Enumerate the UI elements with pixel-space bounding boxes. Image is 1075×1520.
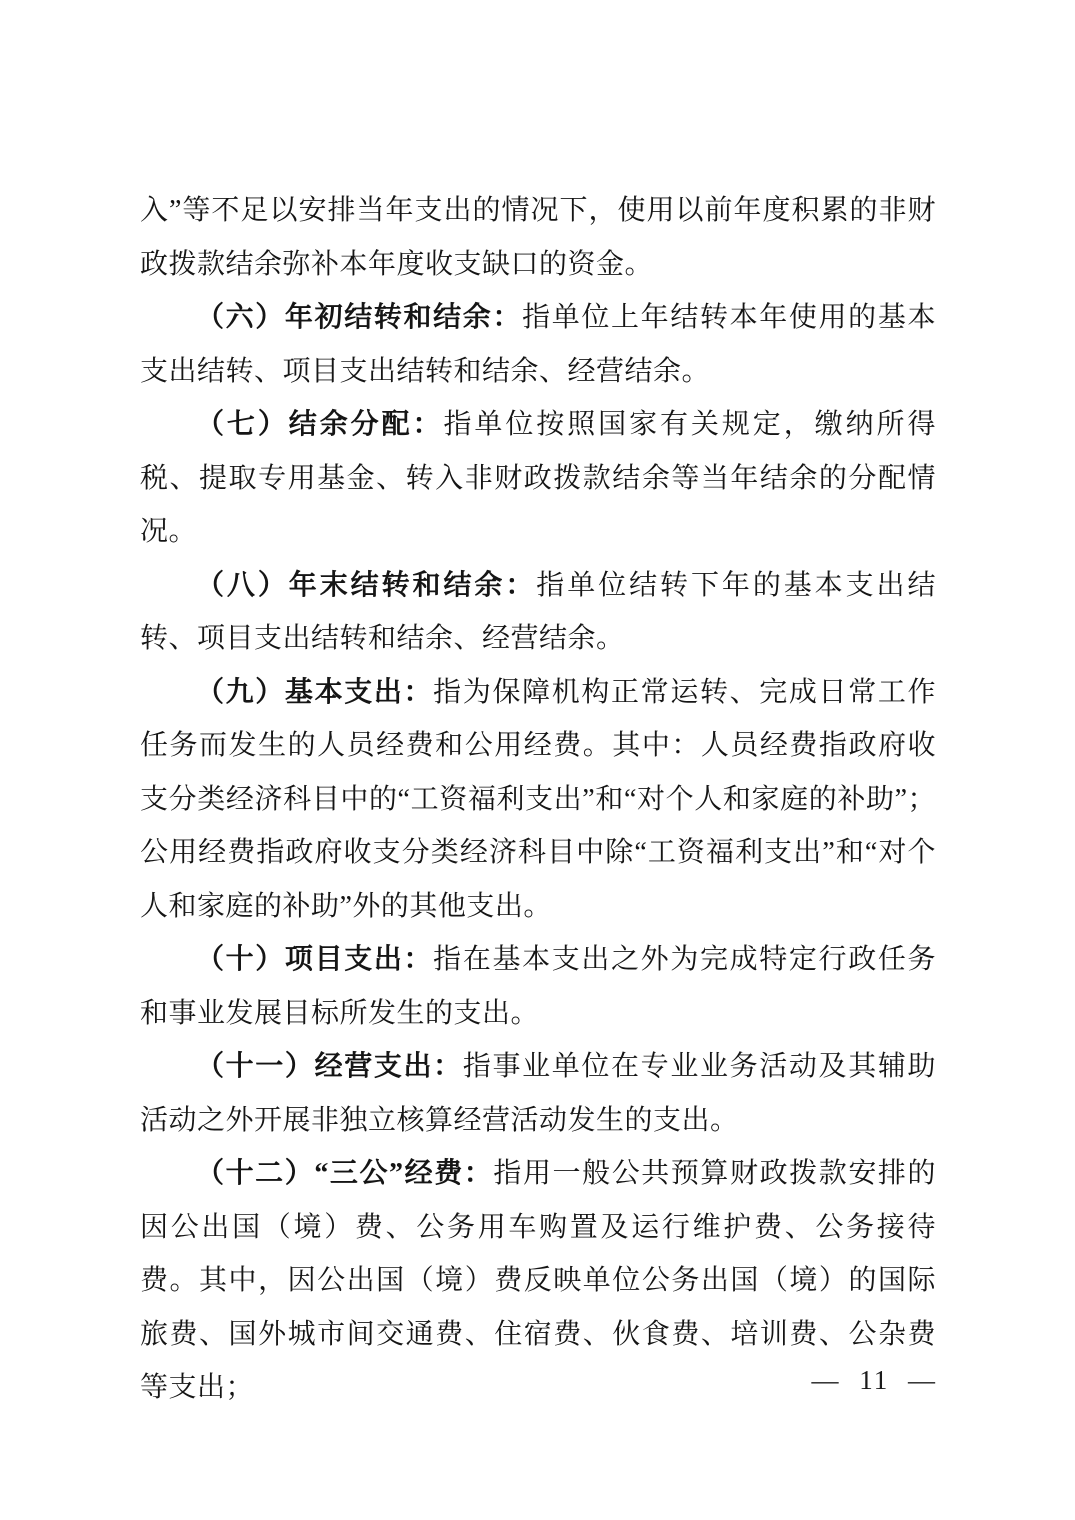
paragraph [140,1040,936,1147]
paragraph-text: 指单位结转下年的基本支出结转、项目支出结转和结余、经营结余。 [140,569,936,654]
paragraph-lead: （七）结余分配： [196,409,444,440]
paragraph-lead: （十一）经营支出： [196,1051,463,1082]
paragraph [140,184,936,291]
paragraph [140,559,936,666]
paragraph-text: 入”等不足以安排当年支出的情况下，使用以前年度积累的非财政拨款结余弥补本年度收支缺口的资金。 [140,195,936,280]
paragraph-lead: （十）项目支出： [196,944,434,975]
paragraph [140,933,936,1040]
paragraph-lead: （九）基本支出： [196,676,434,708]
paragraph-text: 指用一般公共预算财政拨款安排的因公出国（境）费、公务用车购置及运行维护费、公务接待费。其中，因公出国（境）费反映单位公务出国（境）的国际旅费、国外城市间交通费、住宿费、伙食费、培训费、公杂费等支出； [140,1158,936,1403]
page-number: — 11 — [811,1365,937,1395]
paragraph-lead: （十二）“三公”经费： [196,1158,494,1189]
paragraph-lead: （八）年末结转和结余： [196,569,537,601]
paragraph-text: 指单位按照国家有关规定，缴纳所得税、提取专用基金、转入非财政拨款结余等当年结余的分配情况。 [140,409,936,547]
paragraph-text: 指在基本支出之外为完成特定行政任务和事业发展目标所发生的支出。 [140,944,936,1029]
document-body [140,184,936,1415]
paragraph [140,291,936,398]
paragraph-lead: （六）年初结转和结余： [196,302,523,333]
paragraph [140,666,936,934]
paragraph-text: 指为保障机构正常运转、完成日常工作任务而发生的人员经费和公用经费。其中：人员经费指政府收支分类经济科目中的“工资福利支出”和“对个人和家庭的补助”；公用经费指政府收支分类经济科目中除“工资福利支出”和“对个人和家庭的补助”外的其他支出。 [140,676,936,922]
paragraph-text: 指单位上年结转本年使用的基本支出结转、项目支出结转和结余、经营结余。 [140,302,936,387]
paragraph-text: 指事业单位在专业业务活动及其辅助活动之外开展非独立核算经营活动发生的支出。 [140,1051,936,1136]
paragraph [140,398,936,559]
